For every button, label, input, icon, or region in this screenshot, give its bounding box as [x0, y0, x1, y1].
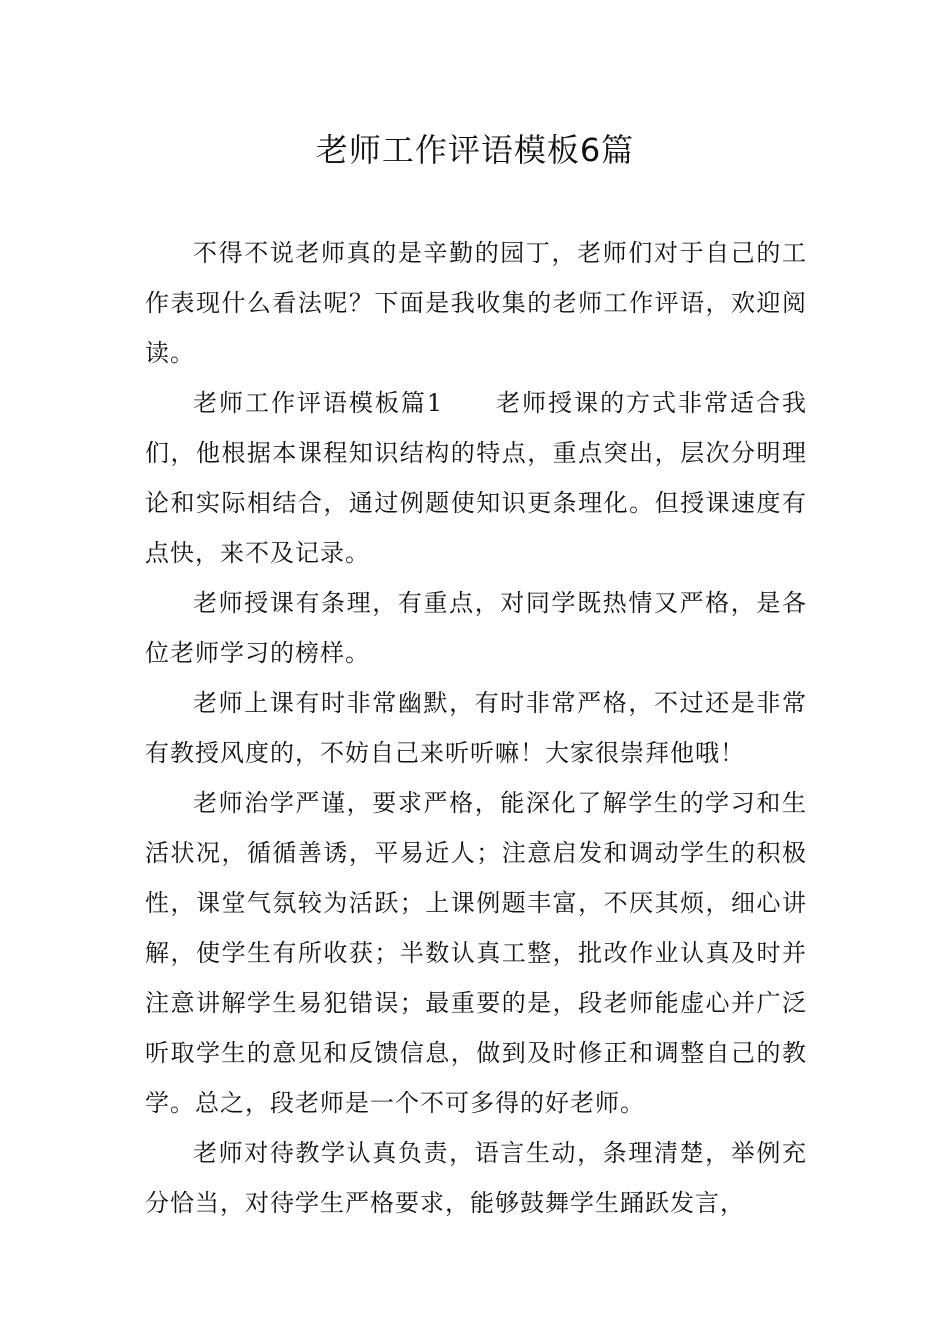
document-title: 老师工作评语模板6篇: [315, 131, 635, 169]
paragraph-intro: 不得不说老师真的是辛勤的园丁，老师们对于自己的工作表现什么看法呢？下面是我收集的老师工作评语，欢迎阅读。: [145, 239, 807, 367]
document-body: [145, 228, 807, 1228]
paragraph-comment-4: 老师治学严谨，要求严格，能深化了解学生的学习和生活状况，循循善诱，平易近人；注意启发和调动学生的积极性，课堂气氛较为活跃；上课例题丰富，不厌其烦，细心讲解，使学生有所收获；半数认真工整，批改作业认真及时并注意讲解学生易犯错误；最重要的是，段老师能虚心并广泛听取学生的意见和反馈信息，做到及时修正和调整自己的教学。总之，段老师是一个不可多得的好老师。: [145, 789, 807, 1117]
paragraph-comment-5: 老师对待教学认真负责，语言生动，条理清楚，举例充分恰当，对待学生严格要求，能够鼓舞学生踊跃发言，: [145, 1139, 807, 1217]
paragraph-comment-3: 老师上课有时非常幽默，有时非常严格，不过还是非常有教授风度的，不妨自己来听听嘛！大家很崇拜他哦！: [145, 689, 807, 767]
paragraph-comment-2: 老师授课有条理，有重点，对同学既热情又严格，是各位老师学习的榜样。: [145, 589, 807, 667]
paragraph-template-1: 老师工作评语模板篇1 老师授课的方式非常适合我们，他根据本课程知识结构的特点，重点突出，层次分明理论和实际相结合，通过例题使知识更条理化。但授课速度有点快，来不及记录。: [145, 389, 807, 567]
